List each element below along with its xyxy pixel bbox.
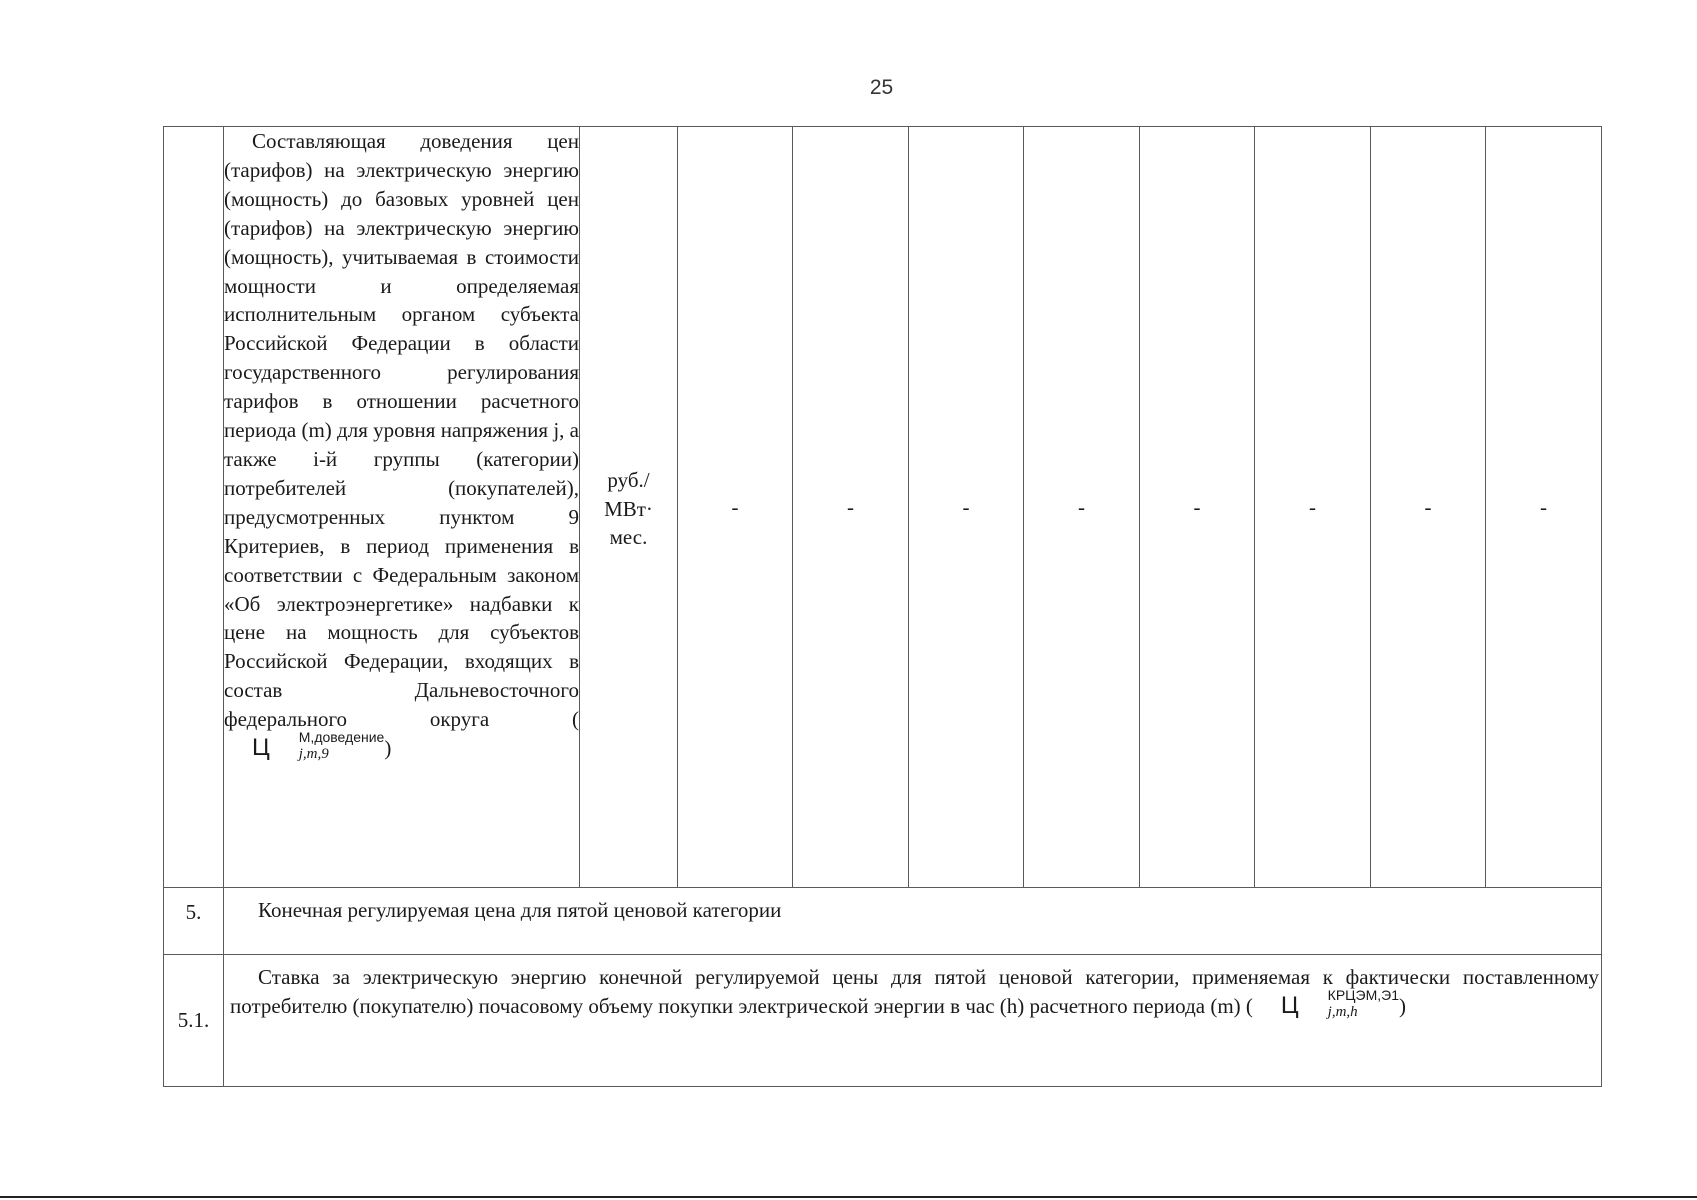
formula-krcem xyxy=(1253,986,1406,1020)
row-5-1-cell xyxy=(224,955,1602,1087)
row-number-5-1: 5.1. xyxy=(164,955,224,1087)
description-cell xyxy=(224,127,580,888)
formula-close: ) xyxy=(1398,993,1406,1018)
row-5-text: Конечная регулируемая цена для пятой ценовой категории xyxy=(224,888,1602,955)
value-cell-7: - xyxy=(1371,127,1486,888)
formula-superscript: М,доведение xyxy=(298,729,385,746)
unit-line-3: мес. xyxy=(609,525,648,550)
row-number-5: 5. xyxy=(164,888,224,955)
value-cell-8: - xyxy=(1486,127,1602,888)
value-cell-4: - xyxy=(1024,127,1140,888)
row-5-1-text: Ставка за электрическую энергию конечной регулируемой цены для пятой ценовой категории, применяемая к фактически поставленному потребителю (покупателю) почасовому объему покупки электрической энергии в час (h) расчетного периода (m) ( xyxy=(230,965,1599,1018)
unit-line-1: руб./ xyxy=(607,467,650,492)
unit-cell xyxy=(580,127,678,888)
formula-subscript: j,m,h xyxy=(1327,1003,1358,1020)
table-row-5-1 xyxy=(164,955,1602,1087)
value-cell-6: - xyxy=(1255,127,1371,888)
formula-component-markup xyxy=(224,729,392,763)
tariff-table xyxy=(163,126,1602,1087)
scan-bottom-edge xyxy=(0,1196,1697,1198)
value-cell-5: - xyxy=(1140,127,1255,888)
value-cell-1: - xyxy=(678,127,793,888)
row-number-cell xyxy=(164,127,224,888)
value-cell-2: - xyxy=(793,127,909,888)
formula-subscript: j,m,9 xyxy=(298,746,329,763)
formula-symbol: Ц xyxy=(252,734,270,762)
value-cell-3: - xyxy=(909,127,1024,888)
description-text: Составляющая доведения цен (тарифов) на электрическую энергию (мощность) до базовых уровней цен (тарифов) на электрическую энергию (мощность), учитываемая в стоимости мощности и определяемая исполнительным органом субъекта Российской Федерации в области государственного регулирования тарифов в отношении расчетного периода (m) для уровня напряжения j, а также i-й группы (категории) потребителей (покупателей), предусмотренных пунктом 9 Критериев, в период применения в соответствии с Федеральным законом «Об электроэнергетике» надбавки к цене на мощность для субъектов Российской Федерации, входящих в состав Дальневосточного федерального округа ( xyxy=(224,129,579,732)
unit-line-2: МВт· xyxy=(604,496,653,521)
formula-superscript: КРЦЭМ,Э1 xyxy=(1327,986,1399,1003)
formula-symbol: Ц xyxy=(1280,991,1299,1019)
page-number: 25 xyxy=(869,76,894,99)
formula-close: ) xyxy=(384,736,392,761)
table-row-component xyxy=(164,127,1602,888)
table-row-5 xyxy=(164,888,1602,955)
